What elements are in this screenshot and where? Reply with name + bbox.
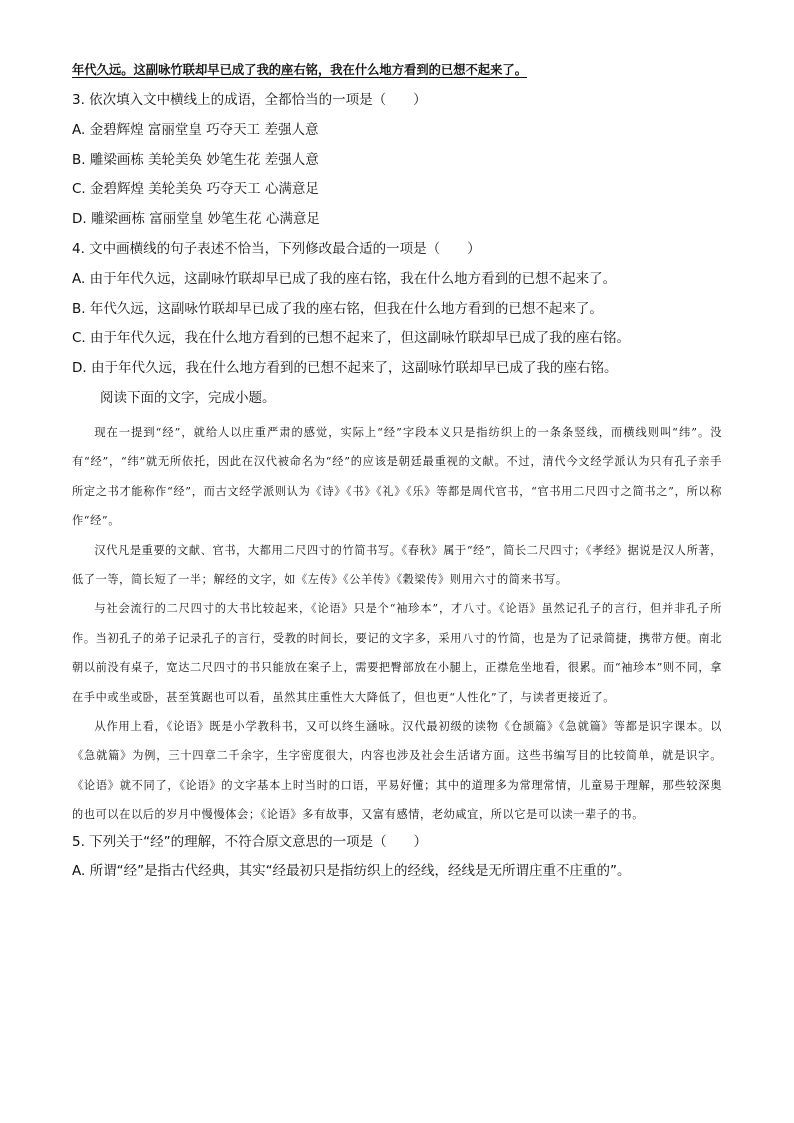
question-3-option-a[interactable]: A. 金碧辉煌 富丽堂皇 巧夺天工 差强人意 bbox=[72, 121, 319, 138]
question-5 bbox=[72, 832, 722, 882]
exam-page bbox=[72, 60, 722, 891]
passage-paragraph bbox=[72, 594, 722, 712]
question-3-option-c[interactable]: C. 金碧辉煌 美轮美奂 巧夺天工 心满意足 bbox=[72, 181, 319, 198]
passage-paragraph-4-text: 从作用上看，《论语》既是小学教科书，又可以终生涵咏。汉代最初级的读物《仓颉篇》《急就篇》等都是识字课本。以《急就篇》为例，三十四章二千余字，生字密度很大，内容也涉及社会生活诸方面。这些书编写目的比较简单，就是识字。《论语》就不同了，《论语》的文字基本上时当时的口语，平易好懂；其中的道理多为常理常情，儿童易于理解，那些较深奥的也可以在以后的岁月中慢慢体会；《论语》多有故事，又富有感情，老幼咸宜，所以它是可以读一辈子的书。 bbox=[72, 720, 722, 822]
question-5-stem: 5. 下列关于“经”的理解，不符合原文意思的一项是（ ） bbox=[72, 833, 428, 850]
question-5-option-a[interactable]: A. 所谓“经”是指古代经典，其实“经最初只是指纺织上的经线，经线是无所谓庄重不庄重的”。 bbox=[72, 863, 631, 880]
passage-paragraph bbox=[72, 536, 722, 595]
passage-paragraph-2-text: 汉代凡是重要的文献、官书，大都用二尺四寸的竹简书写。《春秋》属于“经”，简长二尺四寸；《孝经》据说是汉人所著，低了一等，简长短了一半；解经的文字，如《左传》《公羊传》《穀梁传》则用六寸的简来书写。 bbox=[72, 543, 722, 586]
question-4-option-b[interactable]: B. 年代久远，这副咏竹联却早已成了我的座右铭，但我在什么地方看到的已想不起来了。 bbox=[72, 300, 603, 317]
passage-paragraph-3-text: 与社会流行的二尺四寸的大书比较起来，《论语》只是个“袖珍本”，才八寸。《论语》虽然记孔子的言行，但并非孔子所作。当初孔子的弟子记录孔子的言行，受教的时间长，要记的文字多，采用八寸的竹简，也是为了记录简捷，携带方便。南北朝以前没有桌子，宽达二尺四寸的书只能放在案子上，需要把臀部放在小腿上，正襟危坐地看，很累。而“袖珍本”则不同，拿在手中或坐或卧，甚至箕踞也可以看，虽然其庄重性大大降低了，但也更“人性化”了，与读者更接近了。 bbox=[72, 602, 722, 704]
question-4-stem: 4. 文中画横线的句子表述不恰当，下列修改最合适的一项是（ ） bbox=[72, 240, 481, 257]
question-4-option-a[interactable]: A. 由于年代久远，这副咏竹联却早已成了我的座右铭，我在什么地方看到的已想不起来了。 bbox=[72, 270, 617, 287]
underlined-sentence: 年代久远。这副咏竹联却早已成了我的座右铭，我在什么地方看到的已想不起来了。 bbox=[72, 62, 527, 77]
passage-paragraph bbox=[72, 712, 722, 830]
question-4-option-d[interactable]: D. 由于年代久远，我在什么地方看到的已想不起来了，这副咏竹联却早已成了我的座右铭。 bbox=[72, 360, 618, 377]
passage-paragraph bbox=[72, 418, 722, 536]
question-3-stem: 3. 依次填入文中横线上的成语，全都恰当的一项是（ ） bbox=[72, 92, 427, 108]
reading-passage bbox=[72, 418, 722, 830]
question-4 bbox=[72, 239, 722, 378]
question-3 bbox=[72, 90, 722, 229]
reading-intro: 阅读下面的文字，完成小题。 bbox=[100, 389, 276, 406]
question-4-option-c[interactable]: C. 由于年代久远，我在什么地方看到的已想不起来了，但这副咏竹联却早已成了我的座右铭。 bbox=[72, 330, 631, 347]
question-3-option-d[interactable]: D. 雕梁画栋 富丽堂皇 妙笔生花 心满意足 bbox=[72, 211, 320, 228]
passage-paragraph-1-text: 现在一提到“经”，就给人以庄重严肃的感觉，实际上“经”字段本义只是指纺织上的一条条竖线，而横线则叫“纬”。没有“经”，“纬”就无所依托，因此在汉代被命名为“经”的应该是朝廷最重视的文献。不过，清代今文经学派认为只有孔子亲手所定之书才能称作“经”，而古文经学派则认为《诗》《书》《礼》《乐》等都是周代官书，“官书用二尺四寸之简书之”，所以称作“经”。 bbox=[72, 425, 722, 528]
question-3-option-b[interactable]: B. 雕梁画栋 美轮美奂 妙笔生花 差强人意 bbox=[72, 151, 319, 168]
